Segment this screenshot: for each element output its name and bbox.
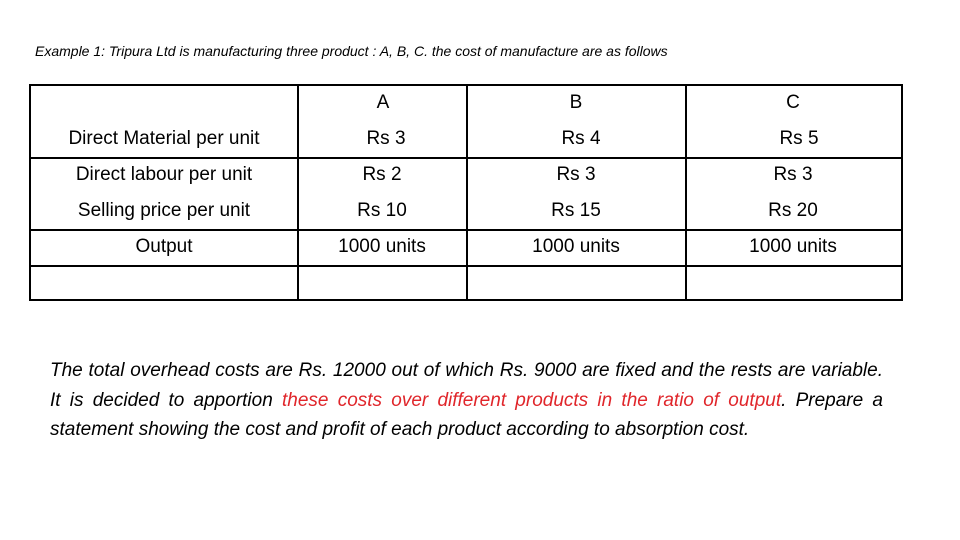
table-divider (466, 86, 468, 299)
row-label-output: Output (135, 236, 193, 257)
table-cell: Rs 20 (768, 200, 818, 221)
table-divider (31, 265, 901, 267)
row-label-selling-price: Selling price per unit (77, 200, 251, 221)
highlighted-text: these costs over different products in the ratio of output (282, 389, 782, 411)
column-header-a: A (376, 92, 390, 113)
table-cell: 1000 units (338, 236, 426, 257)
table-cell: Rs 4 (561, 128, 601, 149)
table-divider (297, 86, 299, 299)
table-divider (685, 86, 687, 299)
table-divider (31, 157, 901, 159)
table-cell: Rs 2 (362, 164, 402, 185)
statement-text: . Prepare a statement showing the cost and profit of each product according to absorption cost. (50, 389, 883, 440)
cost-table (29, 84, 903, 301)
statement-text: The total overhead costs are Rs. 12000 out of which Rs. 9000 are fixed and the rests are variable. It is decided to apportion (50, 360, 883, 411)
table-cell: Rs 10 (357, 200, 407, 221)
table-cell: 1000 units (532, 236, 620, 257)
column-header-c: C (786, 92, 800, 113)
example-heading: Example 1: Tripura Ltd is manufacturing three product : A, B, C. the cost of manufacture are as follows (35, 43, 668, 59)
table-cell: Rs 3 (366, 128, 406, 149)
table-cell: Rs 3 (773, 164, 813, 185)
column-header-b: B (569, 92, 583, 113)
problem-statement (50, 356, 883, 445)
table-cell: Rs 3 (556, 164, 596, 185)
table-cell: Rs 5 (779, 128, 819, 149)
row-label-direct-labour: Direct labour per unit (75, 164, 253, 185)
table-divider (31, 229, 901, 231)
row-label-direct-material: Direct Material per unit (68, 128, 260, 149)
table-cell: 1000 units (749, 236, 837, 257)
table-cell: Rs 15 (551, 200, 601, 221)
